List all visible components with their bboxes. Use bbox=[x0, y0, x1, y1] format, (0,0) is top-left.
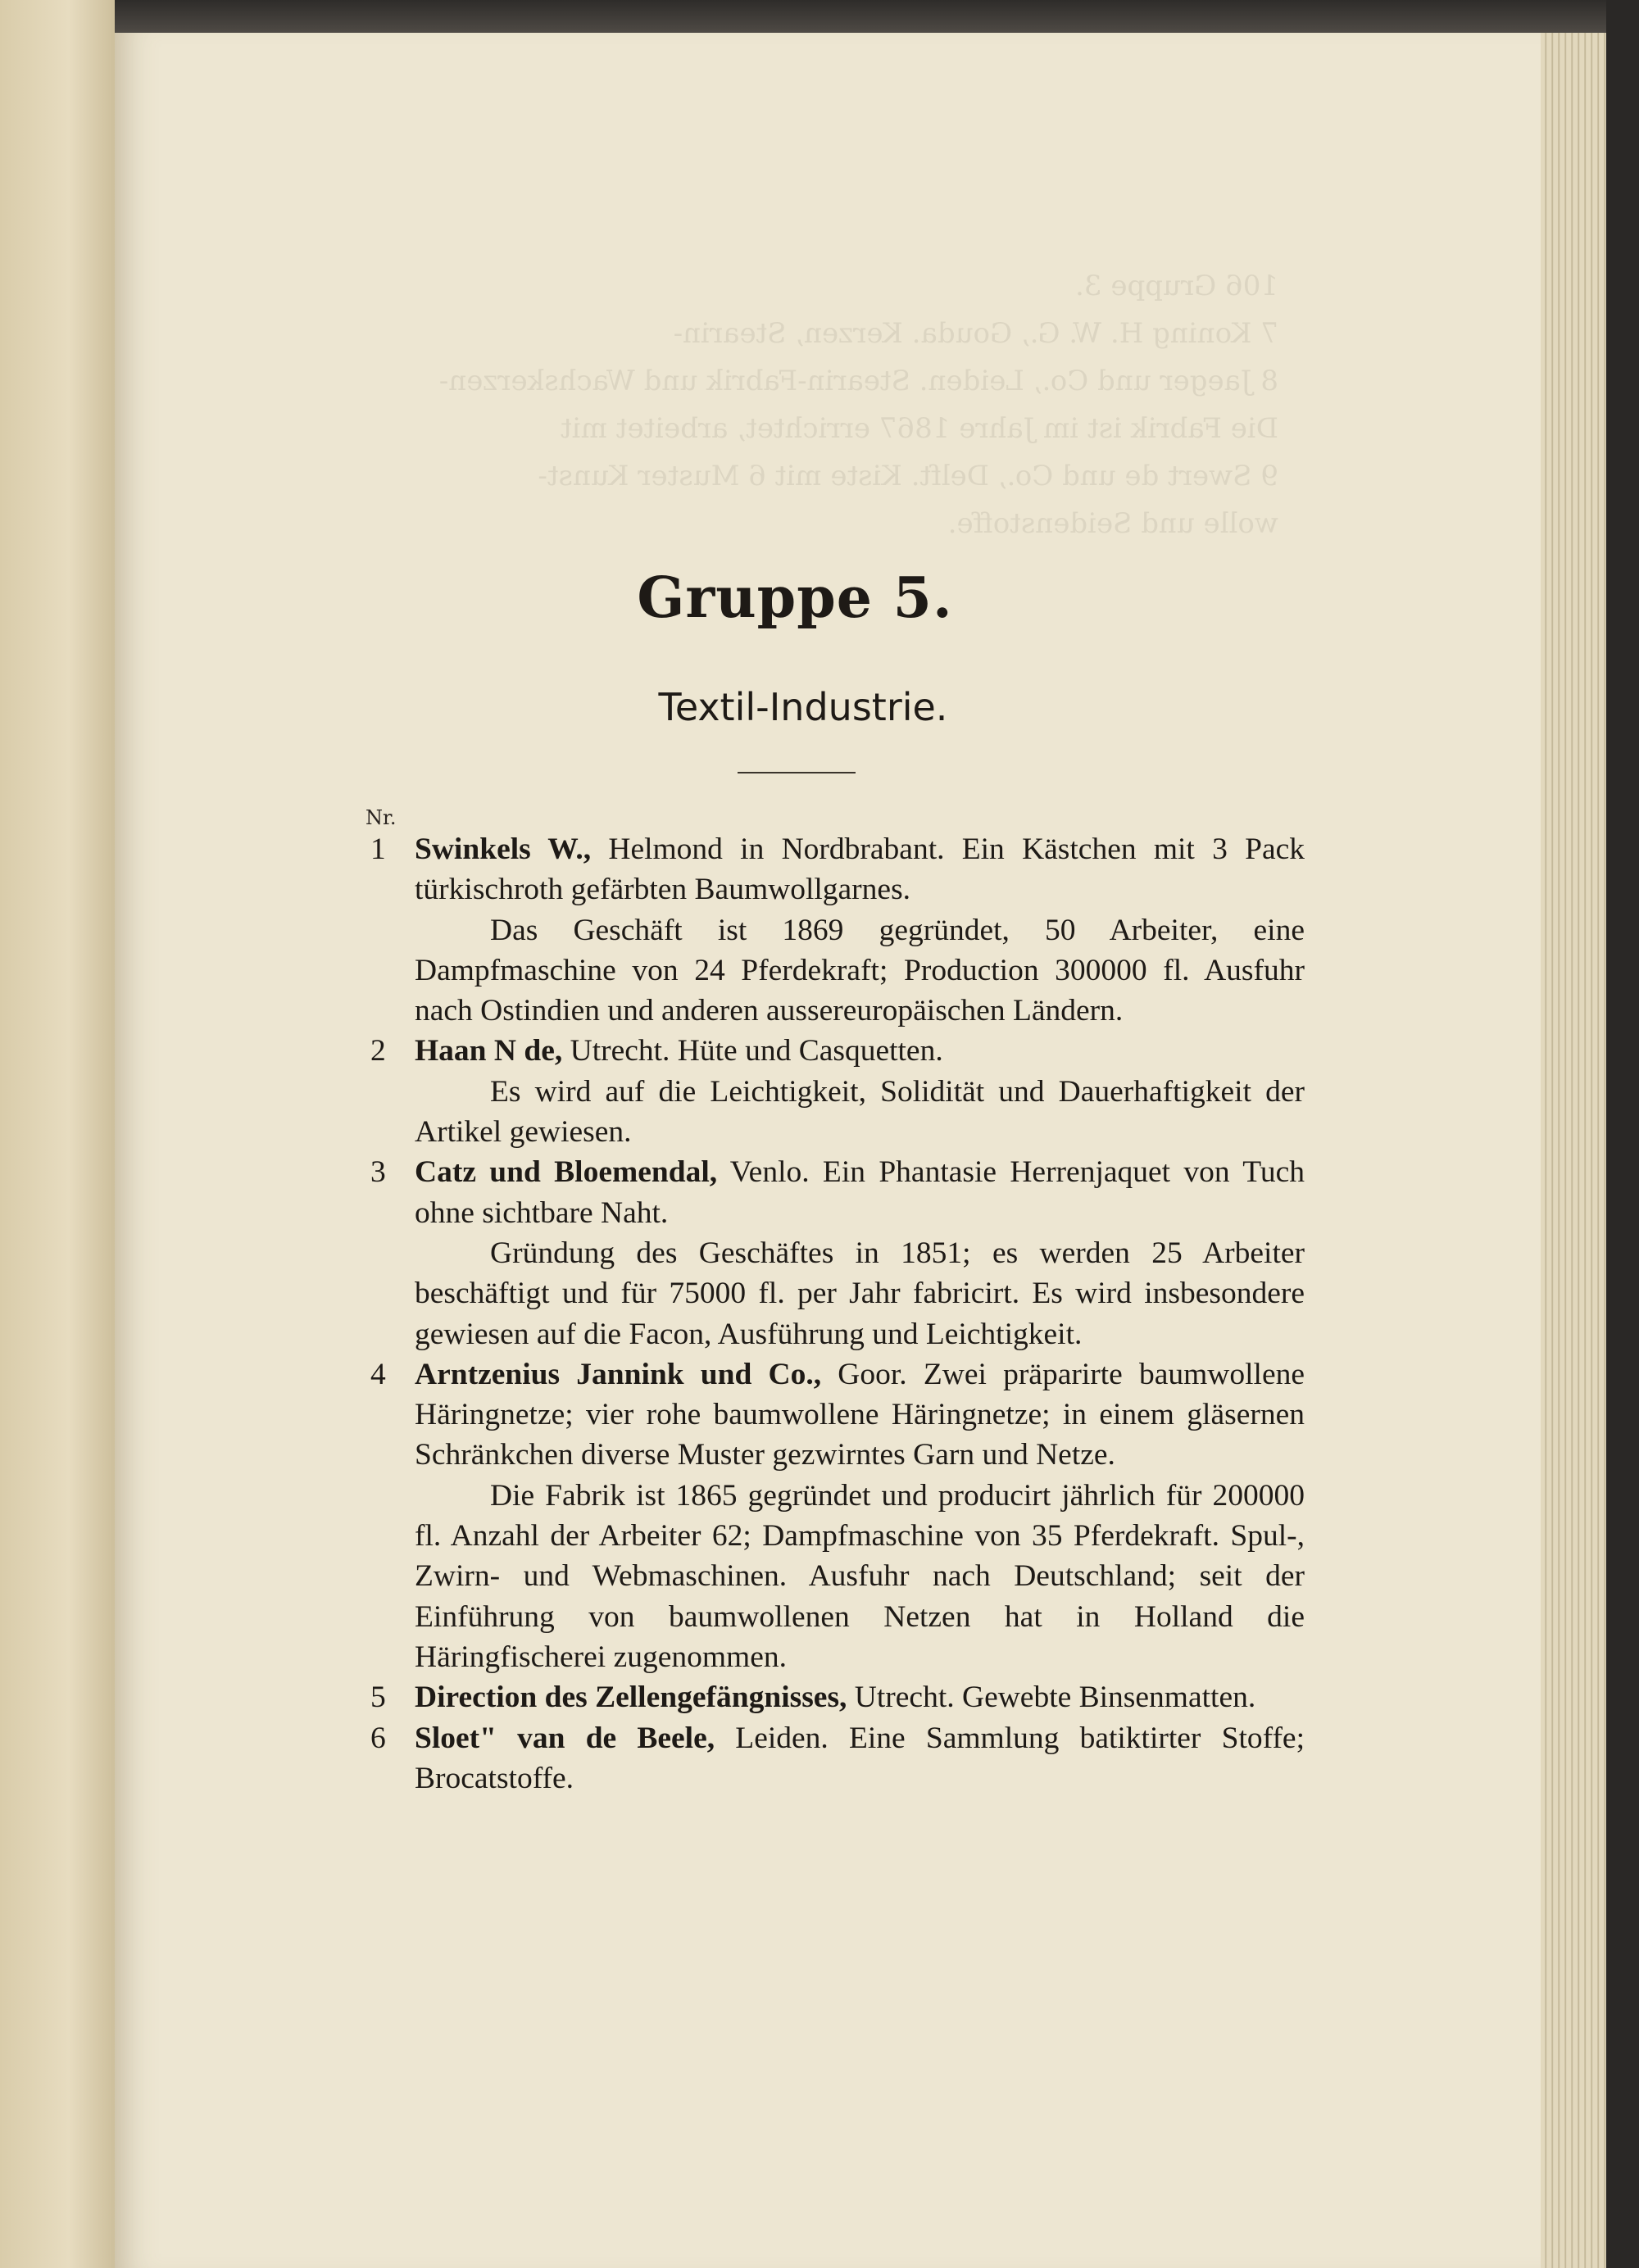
entry-description: Helmond in Nordbrabant. Ein Kästchen mit 3 Pack türkischroth gefärbten Baumwollgarnes. bbox=[415, 832, 1305, 907]
exhibitor-name: Catz und Bloemendal, bbox=[415, 1155, 718, 1190]
divider-rule bbox=[738, 772, 856, 773]
list-item bbox=[370, 1354, 1305, 1677]
book-gutter bbox=[0, 0, 115, 2268]
entry-description: Venlo. Ein Phantasie Herrenjaquet von Tuch ohne sichtbare Naht. bbox=[415, 1155, 1305, 1230]
entry-description: Goor. Zwei präparirte baumwollene Häringnetze; vier rohe baumwollene Häringnetze; in einem gläsernen Schränkchen diverse Muster gezwirntes Garn und Netze. bbox=[415, 1357, 1305, 1472]
entry-number: 5 bbox=[370, 1681, 386, 1715]
entry-details: Es wird auf die Leichtigkeit, Solidität und Dauerhaftigkeit der Artikel gewiesen. bbox=[415, 1074, 1305, 1150]
page-edges bbox=[1541, 33, 1606, 2268]
entry-number: 2 bbox=[370, 1034, 386, 1068]
exhibitor-name: Sloet" van de Beele, bbox=[415, 1721, 715, 1755]
entry-description: Utrecht. Hüte und Casquetten. bbox=[562, 1034, 943, 1068]
page-title: Gruppe 5. bbox=[637, 565, 953, 631]
entry-details: Gründung des Geschäftes in 1851; es werden 25 Arbeiter beschäftigt und für 75000 fl. per Jahr fabricirt. Es wird insbesondere gewiesen auf die Facon, Ausführung und Leichtigkeit. bbox=[415, 1236, 1305, 1351]
list-item bbox=[370, 1152, 1305, 1354]
list-item bbox=[370, 1677, 1305, 1717]
section-subtitle: Textil-Industrie. bbox=[658, 685, 948, 729]
entry-number: 3 bbox=[370, 1155, 386, 1190]
list-item bbox=[370, 829, 1305, 1031]
exhibitor-name: Direction des Zellengefängnisses, bbox=[415, 1681, 847, 1715]
exhibitor-name: Haan N de, bbox=[415, 1034, 563, 1068]
list-item bbox=[370, 1718, 1305, 1799]
entry-details: Die Fabrik ist 1865 gegründet und producirt jährlich für 200000 fl. Anzahl der Arbeiter 62; Dampfmaschine von 35 Pferdekraft. Spul-, Zwirn- und Webmaschinen. Ausfuhr nach Deutschland; seit der Einführung von baumwollenen Netzen hat in Holland die Häringfischerei zugenommen. bbox=[415, 1478, 1305, 1674]
entry-number: 6 bbox=[370, 1721, 386, 1755]
number-column-label: Nr. bbox=[365, 806, 397, 829]
entry-number: 1 bbox=[370, 832, 386, 866]
exhibitor-name: Arntzenius Jannink und Co., bbox=[415, 1357, 822, 1391]
exhibitor-name: Swinkels W., bbox=[415, 832, 592, 866]
entry-description: Leiden. Eine Sammlung batiktirter Stoffe; Brocatstoffe. bbox=[415, 1721, 1305, 1795]
entry-description: Utrecht. Gewebte Binsenmatten. bbox=[847, 1681, 1256, 1715]
book-cover-right bbox=[1606, 0, 1639, 2268]
entry-number: 4 bbox=[370, 1357, 386, 1391]
exhibitor-list bbox=[370, 829, 1305, 1799]
entry-details: Das Geschäft ist 1869 gegründet, 50 Arbeiter, eine Dampfmaschine von 24 Pferdekraft; Production 300000 fl. Ausfuhr nach Ostindien und anderen aussereuropäischen Ländern. bbox=[415, 913, 1305, 1028]
list-item bbox=[370, 1031, 1305, 1152]
